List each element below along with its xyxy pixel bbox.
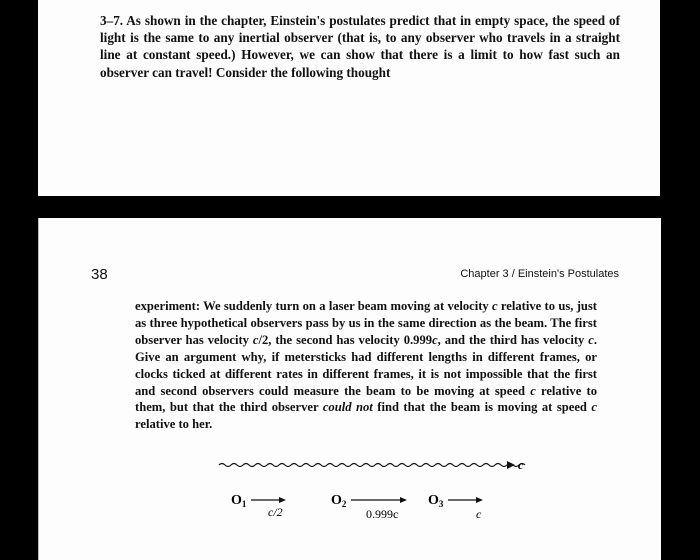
italic-c: c [588,332,594,347]
observer-1-symbol: $O_1$ [231,493,247,509]
top-page [38,0,660,196]
text-run: relative to her. [135,417,213,432]
text-run: find that the beam is moving at speed [372,400,592,415]
problem-3-7 [100,12,620,81]
italic-c: c [252,332,259,347]
observer-3-arrowhead [476,497,483,503]
text-run: , and the third has velocity [437,332,589,347]
text-run: . Give an argument why, if metersticks had different lengths in different frames, or clocks ticked at different rates in different frames, it is not impossible that the first and second observers could measure the beam to be moving at speed [135,332,597,398]
observer-2 [331,493,407,521]
thought-experiment-diagram [39,218,661,560]
laser-beam-arrowhead [507,461,515,469]
observer-2-velocity-label: 0.999c [366,507,399,521]
running-head: Chapter 3 / Einstein's Postulates [460,268,619,280]
italic-c: c [492,299,498,313]
problem-number: 3–7. [100,13,124,28]
bottom-page [38,218,661,560]
italic-c: c [530,383,536,398]
text-run: /2, the second has velocity 0.999 [258,332,433,347]
italic-c: c [432,332,438,347]
problem-text: As shown in the chapter, Einstein's postulates predict that in empty space, the speed of light is the same to any inertial observer (that is, to any observer who travels in a straight line at constant speed.) However, we can show that there is a limit to how fast such an observer can travel! Consider the following thought [100,13,620,80]
observer-1-velocity-label: c/2 [268,505,283,519]
observer-3-symbol: $O_3$ [428,493,444,509]
text-run: relative to them, but that the third observer [135,383,597,415]
observer-1 [231,493,286,519]
laser-beam-wave [219,464,525,467]
text-run: relative to us, just as three hypothetical observers pass by us in the same direction as the beam. The first observer has velocity [135,299,597,347]
page-number: 38 [91,266,108,283]
observer-3-velocity-label: c [476,507,482,521]
observer-2-arrowhead [400,497,407,503]
italic-c: c [591,400,597,415]
text-run: experiment: We suddenly turn on a laser beam moving at velocity [135,299,493,313]
observer-3 [428,493,483,521]
italic-could-not: could not [322,400,373,415]
beam-label: c [518,458,524,472]
observer-2-symbol: $O_2$ [331,493,347,509]
observer-1-arrowhead [279,497,286,503]
